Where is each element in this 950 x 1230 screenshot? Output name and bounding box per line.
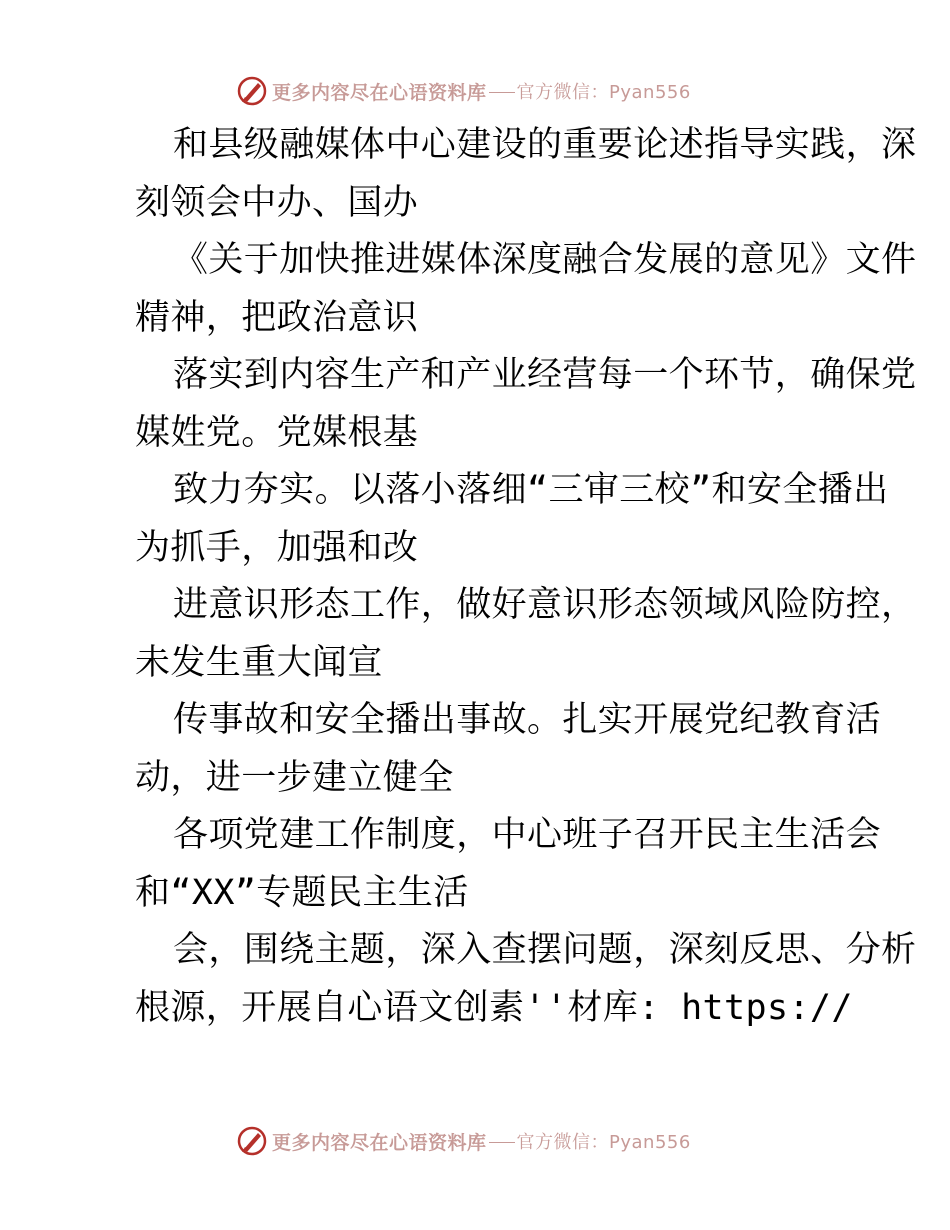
footer-subtitle: 官方微信：Pyan556	[516, 1132, 691, 1153]
paragraph	[97, 232, 917, 347]
paragraph-line: 《关于加快推进媒体深度融合发展的意见》文件	[173, 240, 917, 280]
header-watermark	[236, 74, 691, 108]
paragraph-line: 精神，把政治意识	[135, 297, 419, 338]
paragraph-line: 动，进一步建立健全	[135, 757, 454, 798]
quill-pen-logo-icon	[236, 75, 268, 107]
footer-watermark	[236, 1124, 691, 1158]
paragraph-line: 和县级融媒体中心建设的重要论述指导实践，深	[173, 125, 917, 165]
paragraph-line: 根源，开展自心语文创素''材库: https://	[135, 987, 853, 1028]
quill-pen-logo-icon	[236, 1125, 268, 1157]
paragraph-line: 落实到内容生产和产业经营每一个环节，确保党	[173, 355, 917, 395]
footer-dash	[489, 1142, 515, 1143]
header-subtitle: 官方微信：Pyan556	[516, 82, 691, 103]
footer-title: 更多内容尽在心语资料库	[272, 1131, 487, 1154]
paragraph-line: 进意识形态工作，做好意识形态领域风险防控，	[173, 585, 917, 625]
paragraph-line: 会，围绕主题，深入查摆问题，深刻反思、分析	[173, 930, 917, 970]
header-title: 更多内容尽在心语资料库	[272, 81, 487, 104]
paragraph-line: 致力夯实。以落小落细“三审三校”和安全播出	[173, 470, 889, 510]
paragraph	[97, 462, 889, 577]
paragraph-line: 刻领会中办、国办	[135, 182, 419, 223]
paragraph-line: 未发生重大闻宣	[135, 642, 383, 683]
body-text	[97, 117, 917, 1037]
paragraph	[97, 807, 882, 922]
paragraph-line: 传事故和安全播出事故。扎实开展党纪教育活	[173, 700, 882, 740]
paragraph	[97, 347, 917, 462]
paragraph	[97, 922, 917, 1037]
paragraph-line: 和“XX”专题民主生活	[135, 872, 469, 913]
paragraph-line: 各项党建工作制度，中心班子召开民主生活会	[173, 815, 882, 855]
paragraph	[97, 577, 917, 692]
paragraph-line: 媒姓党。党媒根基	[135, 412, 419, 453]
paragraph	[97, 117, 917, 232]
paragraph-line: 为抓手，加强和改	[135, 527, 419, 568]
paragraph	[97, 692, 882, 807]
header-dash	[489, 92, 515, 93]
